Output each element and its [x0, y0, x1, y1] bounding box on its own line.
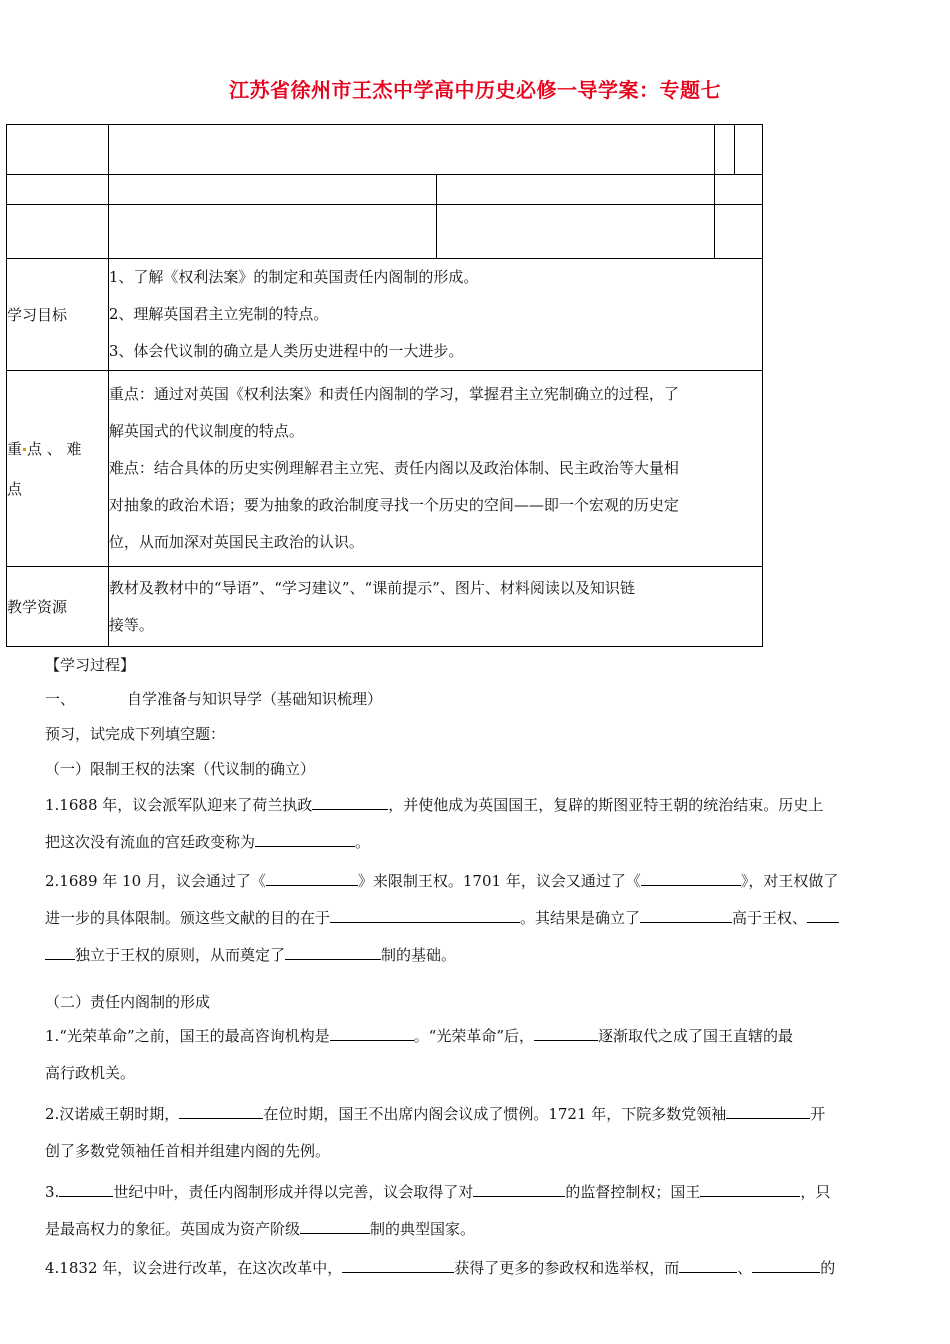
question-6: 4.1832 年，议会进行改革，在这次改革中， 获得了更多的参政权和选举权，而 、 的 [45, 1259, 836, 1277]
answer-blank[interactable] [726, 1104, 810, 1119]
key-line: 解英国式的代议制度的特点。 [108, 422, 304, 440]
subsection-heading: （二）责任内阁制的形成 [45, 993, 211, 1011]
answer-blank[interactable] [473, 1182, 565, 1197]
resources-line: 教材及教材中的“导语”、“学习建议”、“课前提示”、图片、材料阅读以及知识链 [108, 578, 635, 597]
page-title: 江苏省徐州市王杰中学高中历史必修一导学案：专题七 [229, 78, 721, 102]
empty-cell [108, 205, 437, 259]
answer-blank[interactable] [312, 795, 388, 810]
resources-line: 接等。 [108, 615, 154, 634]
empty-cell [437, 175, 715, 205]
goals-row [7, 259, 763, 371]
empty-cell [437, 205, 715, 259]
empty-cell [7, 175, 109, 205]
answer-blank[interactable] [640, 908, 732, 923]
question-5: 3. 世纪中叶，责任内阁制形成并得以完善，议会取得了对 的监督控制权；国王 ，只 是最高权力的象征。英国成为资产阶级 制的典型国家。 [45, 1183, 831, 1238]
key-line: 对抽象的政治术语；要为抽象的政治制度寻找一个历史的空间——即一个宏观的历史定 [108, 496, 679, 514]
subsection-heading: （一）限制王权的法案（代议制的确立） [45, 760, 316, 778]
answer-blank[interactable] [179, 1104, 263, 1119]
empty-cell [715, 125, 735, 175]
key-line: 难点：结合具体的历史实例理解君主立宪、责任内阁以及政治体制、民主政治等大量相 [108, 459, 679, 477]
key-line: 重点：通过对英国《权利法案》和责任内阁制的学习，掌握君主立宪制确立的过程，了 [108, 385, 679, 403]
empty-cell [735, 125, 763, 175]
answer-blank[interactable] [45, 945, 75, 960]
question-1: 1.1688 年，议会派军队迎来了荷兰执政 ，并使他成为英国国王，复辟的斯图亚特王朝的统治结束。历史上 把这次没有流血的宫廷政变称为 。 [45, 796, 824, 851]
answer-blank[interactable] [700, 1182, 800, 1197]
question-3: 1.“光荣革命”之前，国王的最高咨询机构是 。“光荣革命”后， 逐渐取代之成了国王直辖的最 高行政机关。 [45, 1027, 794, 1082]
table-row [7, 125, 763, 175]
answer-blank[interactable] [807, 908, 839, 923]
answer-blank[interactable] [266, 871, 358, 886]
goals-content [108, 259, 762, 371]
goal-line: 3、体会代议制的确立是人类历史进程中的一大进步。 [108, 342, 464, 360]
question-4: 2.汉诺威王朝时期， 在位时期，国王不出席内阁会议成了惯例。1721 年，下院多数党领袖 开 创了多数党领袖任首相并组建内阁的先例。 [45, 1105, 826, 1160]
resources-label: 教学资源 [7, 567, 109, 647]
answer-blank[interactable] [285, 945, 381, 960]
table-row [7, 175, 763, 205]
answer-blank[interactable] [330, 908, 520, 923]
answer-blank[interactable] [330, 1026, 414, 1041]
resources-content [108, 567, 762, 647]
mark-dot [23, 448, 26, 451]
section1-heading: 一、 自学准备与知识导学（基础知识梳理） [45, 690, 383, 708]
question-2: 2.1689 年 10 月，议会通过了《 》来限制王权。1701 年，议会又通过了《 》，对王权做了 进一步的具体限制。颁这些文献的目的在于 。其结果是确立了 高于王权、 独立于王权的原则，从而奠定了 制的基础。 [45, 872, 839, 964]
answer-blank[interactable] [679, 1258, 737, 1273]
goals-label: 学习目标 [7, 259, 109, 371]
answer-blank[interactable] [752, 1258, 820, 1273]
answer-blank[interactable] [342, 1258, 454, 1273]
answer-blank[interactable] [300, 1219, 370, 1234]
process-heading: 【学习过程】 [45, 656, 136, 674]
intro-text: 预习，试完成下列填空题： [45, 725, 226, 743]
empty-cell [7, 125, 109, 175]
answer-blank[interactable] [534, 1026, 598, 1041]
answer-blank[interactable] [255, 832, 355, 847]
empty-cell [7, 205, 109, 259]
empty-cell [108, 175, 437, 205]
key-points-content [108, 371, 762, 567]
goal-line: 2、理解英国君主立宪制的特点。 [108, 305, 329, 323]
table-row [7, 205, 763, 259]
empty-cell [715, 205, 763, 259]
goal-line: 1、了解《权利法案》的制定和英国责任内阁制的形成。 [108, 268, 479, 286]
empty-cell [108, 125, 714, 175]
info-table [6, 124, 763, 647]
answer-blank[interactable] [59, 1182, 113, 1197]
key-points-label: 重 点 、 难 点 [7, 371, 109, 567]
resources-row [7, 567, 763, 647]
empty-cell [715, 175, 763, 205]
key-points-row [7, 371, 763, 567]
key-line: 位，从而加深对英国民主政治的认识。 [108, 533, 364, 551]
answer-blank[interactable] [641, 871, 741, 886]
